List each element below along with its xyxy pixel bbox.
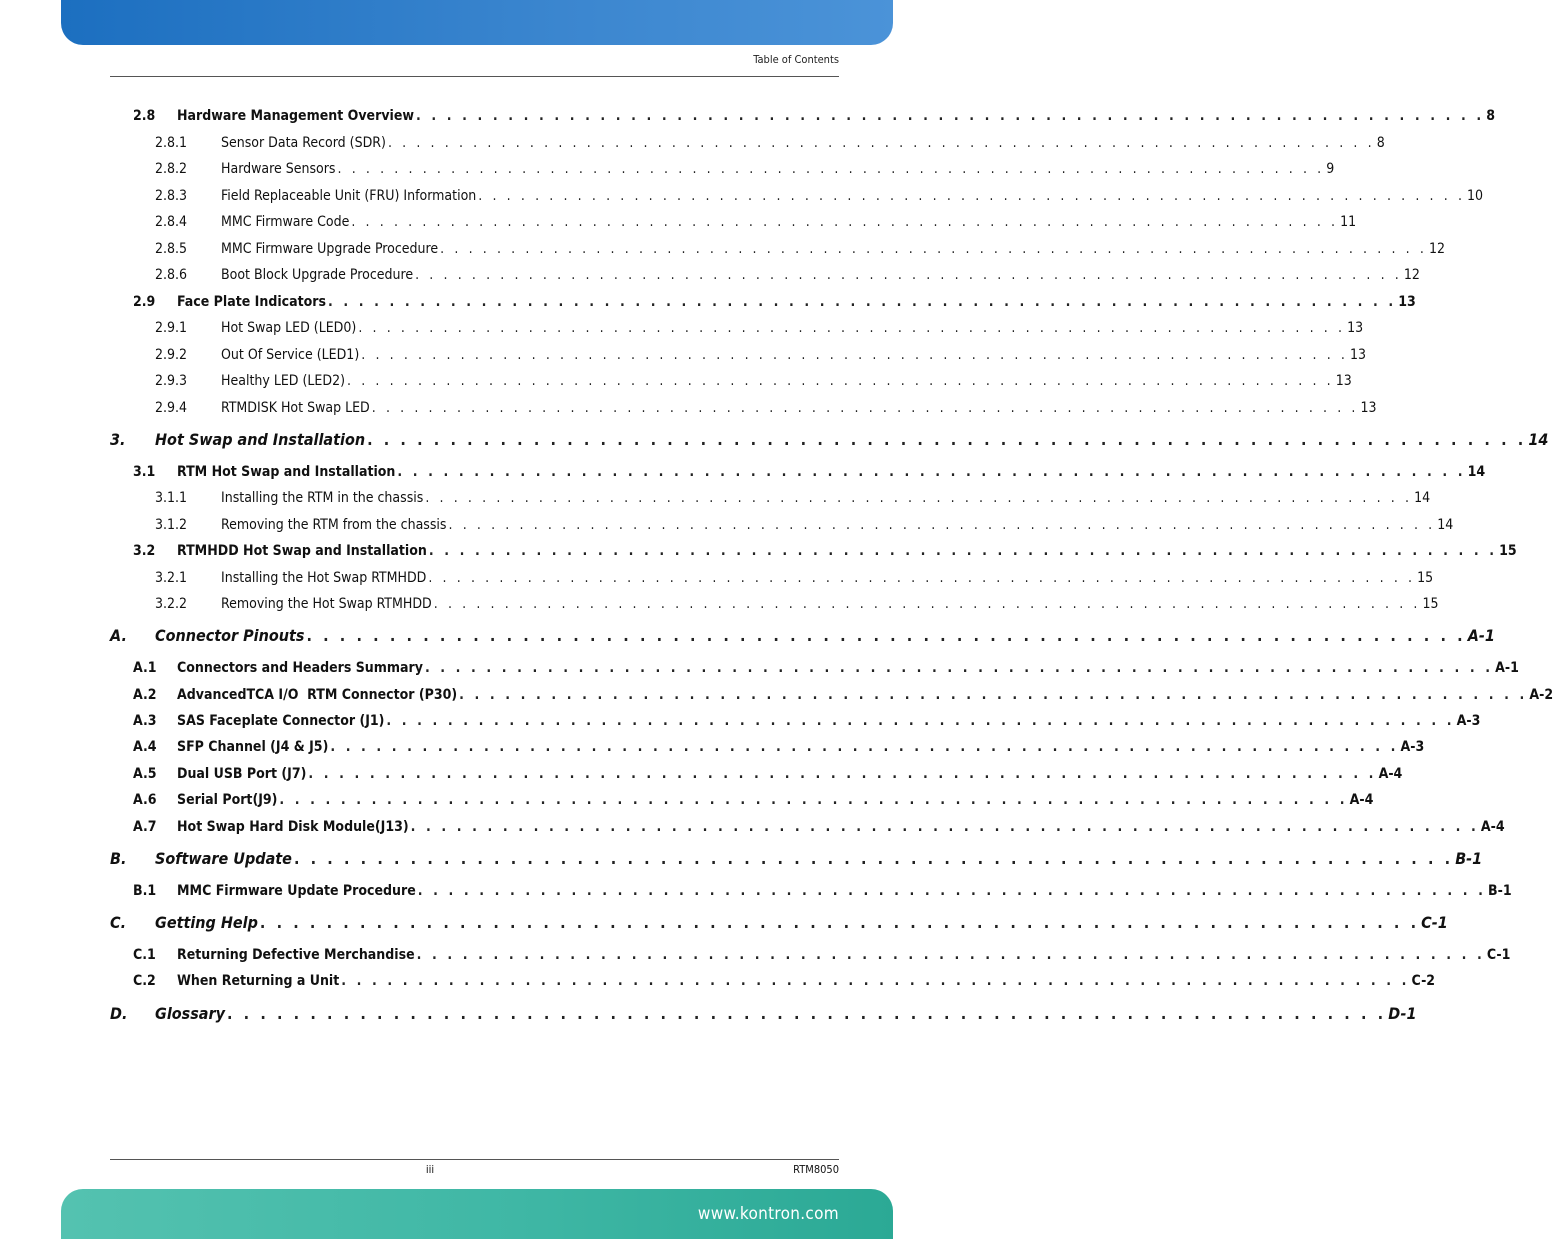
toc-title: Connector Pinouts [155,626,305,645]
toc-page: 13 [1347,320,1364,336]
toc-entry[interactable] [0,267,1420,287]
toc-leader: . . . . . . . . . . . . . . . . . . . . . . . . . . . . . . . . . . . . . . . . . . . . . . . . . . . . . . . . . . . . . . . . . . . . . . [293,849,1454,868]
toc-number: 2.9.1 [155,320,188,336]
footer-divider [110,1159,839,1160]
toc-entry[interactable] [0,947,1511,967]
toc-title: When Returning a Unit [177,973,340,989]
toc-number: A. [110,626,127,645]
toc-entry[interactable] [0,373,1352,393]
toc-chapter[interactable] [0,1004,1417,1024]
toc-chapter[interactable] [0,430,1549,450]
toc-number: 2.9.4 [155,400,188,416]
toc-number: 2.8.5 [155,241,188,257]
toc-title: Connectors and Headers Summary [177,660,423,676]
toc-entry[interactable] [0,973,1436,993]
toc-entry[interactable] [0,214,1357,234]
toc-title: SFP Channel (J4 & J5) [177,739,329,755]
toc-title: Getting Help [155,913,258,932]
running-header: Table of Contents [753,53,839,66]
toc-title: Out Of Service (LED1) [221,347,360,363]
toc-leader: . . . . . . . . . . . . . . . . . . . . . . . . . . . . . . . . . . . . . . . . . . . . . . . . . . . . . . . . . . . . . . . . . . . . . . [410,819,1479,835]
toc-title: Installing the Hot Swap RTMHDD [221,570,427,586]
toc-title: RTMDISK Hot Swap LED [221,400,370,416]
toc-number: B. [110,849,127,868]
toc-entry[interactable] [0,570,1434,590]
toc-leader: . . . . . . . . . . . . . . . . . . . . . . . . . . . . . . . . . . . . . . . . . . . . . . . . . . . . . . . . . . . . . . . . . . . . . . [415,267,1402,283]
toc-title: MMC Firmware Update Procedure [177,883,416,899]
toc-entry[interactable] [0,161,1335,181]
toc-title: Hot Swap and Installation [155,430,366,449]
toc-leader: . . . . . . . . . . . . . . . . . . . . . . . . . . . . . . . . . . . . . . . . . . . . . . . . . . . . . . . . . . . . . . . . . . . . . . [428,543,1498,559]
toc-page: A-3 [1400,739,1425,755]
toc-page: 15 [1417,570,1434,586]
toc-entry[interactable] [0,400,1377,420]
toc-number: A.2 [133,687,157,703]
toc-title: SAS Faceplate Connector (J1) [177,713,385,729]
toc-leader: . . . . . . . . . . . . . . . . . . . . . . . . . . . . . . . . . . . . . . . . . . . . . . . . . . . . . . . . . . . . . . . . . . . . . . [397,464,1466,480]
toc-leader: . . . . . . . . . . . . . . . . . . . . . . . . . . . . . . . . . . . . . . . . . . . . . . . . . . . . . . . . . . . . . . . . . . . . . . [351,214,1339,230]
toc-number: 2.8.4 [155,214,188,230]
toc-page: A-2 [1529,687,1553,703]
toc-number: 2.8 [133,108,156,124]
toc-leader: . . . . . . . . . . . . . . . . . . . . . . . . . . . . . . . . . . . . . . . . . . . . . . . . . . . . . . . . . . . . . . . . . . . . . . [259,913,1420,932]
toc-page: C-1 [1421,913,1448,932]
toc-page: B-1 [1455,849,1483,868]
toc-number: 3.1.1 [155,490,188,506]
toc-number: 3.1.2 [155,517,188,533]
toc-page: A-4 [1349,792,1374,808]
toc-chapter[interactable] [0,626,1495,646]
toc-title: Face Plate Indicators [177,294,326,310]
toc-number: A.1 [133,660,157,676]
toc-number: 3. [110,430,126,449]
toc-number: 3.1 [133,464,156,480]
toc-title: Hot Swap Hard Disk Module(J13) [177,819,409,835]
toc-leader: . . . . . . . . . . . . . . . . . . . . . . . . . . . . . . . . . . . . . . . . . . . . . . . . . . . . . . . . . . . . . . . . . . . . . . [433,596,1421,612]
toc-leader: . . . . . . . . . . . . . . . . . . . . . . . . . . . . . . . . . . . . . . . . . . . . . . . . . . . . . . . . . . . . . . . . . . . . . . [478,188,1466,204]
toc-leader: . . . . . . . . . . . . . . . . . . . . . . . . . . . . . . . . . . . . . . . . . . . . . . . . . . . . . . . . . . . . . . . . . . . . . . [367,430,1527,449]
toc-leader: . . . . . . . . . . . . . . . . . . . . . . . . . . . . . . . . . . . . . . . . . . . . . . . . . . . . . . . . . . . . . . . . . . . . . . [341,973,1410,989]
toc-page: 14 [1437,517,1454,533]
toc-title: Software Update [155,849,292,868]
toc-leader: . . . . . . . . . . . . . . . . . . . . . . . . . . . . . . . . . . . . . . . . . . . . . . . . . . . . . . . . . . . . . . . . . . . . . . [308,766,1377,782]
toc-page: 13 [1360,400,1377,416]
toc-leader: . . . . . . . . . . . . . . . . . . . . . . . . . . . . . . . . . . . . . . . . . . . . . . . . . . . . . . . . . . . . . . . . . . . . . . [371,400,1359,416]
toc-page: 15 [1499,543,1517,559]
header-divider [110,76,839,77]
toc-entry[interactable] [0,543,1517,563]
toc-title: MMC Firmware Code [221,214,350,230]
toc-title: Removing the Hot Swap RTMHDD [221,596,432,612]
toc-entry[interactable] [0,660,1519,680]
toc-number: 2.9.2 [155,347,188,363]
toc-title: MMC Firmware Upgrade Procedure [221,241,439,257]
toc-number: 2.8.2 [155,161,188,177]
toc-leader: . . . . . . . . . . . . . . . . . . . . . . . . . . . . . . . . . . . . . . . . . . . . . . . . . . . . . . . . . . . . . . . . . . . . . . [428,570,1416,586]
toc-title: Serial Port(J9) [177,792,278,808]
toc-page: 9 [1326,161,1335,177]
toc-page: 14 [1528,430,1549,449]
footer-banner [61,1189,893,1239]
toc-number: A.6 [133,792,157,808]
toc-page: 13 [1398,294,1416,310]
toc-leader: . . . . . . . . . . . . . . . . . . . . . . . . . . . . . . . . . . . . . . . . . . . . . . . . . . . . . . . . . . . . . . . . . . . . . . [459,687,1528,703]
toc-title: Hardware Sensors [221,161,336,177]
toc-chapter[interactable] [0,849,1483,869]
toc-page: 15 [1422,596,1439,612]
toc-entry[interactable] [0,517,1454,537]
toc-number: A.3 [133,713,157,729]
toc-leader: . . . . . . . . . . . . . . . . . . . . . . . . . . . . . . . . . . . . . . . . . . . . . . . . . . . . . . . . . . . . . . . . . . . . . . [424,660,1494,676]
website-link[interactable]: www.kontron.com [697,1204,839,1224]
toc-page: 11 [1340,214,1357,230]
toc-leader: . . . . . . . . . . . . . . . . . . . . . . . . . . . . . . . . . . . . . . . . . . . . . . . . . . . . . . . . . . . . . . . . . . . . . . [387,135,1375,151]
toc-entry[interactable] [0,739,1425,759]
header-banner [61,0,893,45]
toc-leader: . . . . . . . . . . . . . . . . . . . . . . . . . . . . . . . . . . . . . . . . . . . . . . . . . . . . . . . . . . . . . . . . . . . . . . [306,626,1466,645]
toc-page: 12 [1403,267,1420,283]
toc-entry[interactable] [0,687,1553,707]
toc-number: 2.9 [133,294,156,310]
toc-page: 8 [1486,108,1496,124]
toc-page: A-3 [1456,713,1481,729]
toc-title: Returning Defective Merchandise [177,947,415,963]
toc-title: Sensor Data Record (SDR) [221,135,386,151]
toc-leader: . . . . . . . . . . . . . . . . . . . . . . . . . . . . . . . . . . . . . . . . . . . . . . . . . . . . . . . . . . . . . . . . . . . . . . [417,883,1487,899]
toc-chapter[interactable] [0,913,1448,933]
toc-title: Installing the RTM in the chassis [221,490,424,506]
toc-page: 8 [1376,135,1385,151]
toc-leader: . . . . . . . . . . . . . . . . . . . . . . . . . . . . . . . . . . . . . . . . . . . . . . . . . . . . . . . . . . . . . . . . . . . . . . [386,713,1455,729]
page-number: iii [425,1163,435,1176]
toc-number: A.4 [133,739,157,755]
toc-number: 2.8.6 [155,267,188,283]
toc-leader: . . . . . . . . . . . . . . . . . . . . . . . . . . . . . . . . . . . . . . . . . . . . . . . . . . . . . . . . . . . . . . . . . . . . . . [226,1004,1387,1023]
toc-number: 3.2.2 [155,596,188,612]
toc-page: 14 [1414,490,1431,506]
toc-page: 12 [1428,241,1445,257]
toc-number: 3.2.1 [155,570,188,586]
toc-number: A.7 [133,819,157,835]
toc-page: D-1 [1388,1004,1417,1023]
toc-title: Removing the RTM from the chassis [221,517,447,533]
toc-page: B-1 [1488,883,1512,899]
toc-leader: . . . . . . . . . . . . . . . . . . . . . . . . . . . . . . . . . . . . . . . . . . . . . . . . . . . . . . . . . . . . . . . . . . . . . . [448,517,1436,533]
toc-number: 3.2 [133,543,156,559]
toc-leader: . . . . . . . . . . . . . . . . . . . . . . . . . . . . . . . . . . . . . . . . . . . . . . . . . . . . . . . . . . . . . . . . . . . . . . [279,792,1348,808]
toc-leader: . . . . . . . . . . . . . . . . . . . . . . . . . . . . . . . . . . . . . . . . . . . . . . . . . . . . . . . . . . . . . . . . . . . . . . [425,490,1413,506]
toc-number: C.1 [133,947,156,963]
toc-entry[interactable] [0,596,1439,616]
toc-number: C. [110,913,127,932]
document-name: RTM8050 [793,1163,839,1176]
toc-title: RTM Hot Swap and Installation [177,464,396,480]
toc-leader: . . . . . . . . . . . . . . . . . . . . . . . . . . . . . . . . . . . . . . . . . . . . . . . . . . . . . . . . . . . . . . . . . . . . . . [361,347,1349,363]
toc-number: B.1 [133,883,157,899]
toc-entry[interactable] [0,490,1431,510]
toc-page: 14 [1467,464,1486,480]
toc-leader: . . . . . . . . . . . . . . . . . . . . . . . . . . . . . . . . . . . . . . . . . . . . . . . . . . . . . . . . . . . . . . . . . . . . . . [328,294,1397,310]
toc-entry[interactable] [0,347,1367,367]
toc-title: Hot Swap LED (LED0) [221,320,357,336]
toc-entry[interactable] [0,241,1445,261]
toc-title: Hardware Management Overview [177,108,415,124]
toc-entry[interactable] [0,320,1364,340]
toc-page: A-1 [1495,660,1519,676]
toc-entry[interactable] [0,188,1484,208]
toc-entry[interactable] [0,108,1496,128]
toc-entry[interactable] [0,766,1403,786]
toc-entry[interactable] [0,883,1512,903]
toc-entry[interactable] [0,294,1416,314]
toc-entry[interactable] [0,792,1374,812]
toc-page: 13 [1335,373,1352,389]
toc-title: Glossary [155,1004,225,1023]
toc-title: Healthy LED (LED2) [221,373,345,389]
toc-title: RTMHDD Hot Swap and Installation [177,543,427,559]
toc-title: Boot Block Upgrade Procedure [221,267,414,283]
toc-entry[interactable] [0,713,1481,733]
toc-number: 2.9.3 [155,373,188,389]
toc-page: A-4 [1480,819,1505,835]
toc-number: A.5 [133,766,157,782]
toc-leader: . . . . . . . . . . . . . . . . . . . . . . . . . . . . . . . . . . . . . . . . . . . . . . . . . . . . . . . . . . . . . . . . . . . . . . [416,108,1485,124]
toc-number: C.2 [133,973,156,989]
toc-leader: . . . . . . . . . . . . . . . . . . . . . . . . . . . . . . . . . . . . . . . . . . . . . . . . . . . . . . . . . . . . . . . . . . . . . . [358,320,1346,336]
toc-number: 2.8.3 [155,188,188,204]
toc-page: 10 [1467,188,1484,204]
toc-leader: . . . . . . . . . . . . . . . . . . . . . . . . . . . . . . . . . . . . . . . . . . . . . . . . . . . . . . . . . . . . . . . . . . . . . . [416,947,1485,963]
toc-number: D. [110,1004,128,1023]
toc-title: Field Replaceable Unit (FRU) Information [221,188,477,204]
toc-title: Dual USB Port (J7) [177,766,307,782]
toc-entry[interactable] [0,135,1385,155]
toc-title: AdvancedTCA I/O RTM Connector (P30) [177,687,458,703]
toc-leader: . . . . . . . . . . . . . . . . . . . . . . . . . . . . . . . . . . . . . . . . . . . . . . . . . . . . . . . . . . . . . . . . . . . . . . [337,161,1325,177]
toc-page: A-4 [1378,766,1403,782]
toc-leader: . . . . . . . . . . . . . . . . . . . . . . . . . . . . . . . . . . . . . . . . . . . . . . . . . . . . . . . . . . . . . . . . . . . . . . [347,373,1334,389]
toc-page: C-1 [1486,947,1511,963]
toc-page: A-1 [1467,626,1495,645]
toc-leader: . . . . . . . . . . . . . . . . . . . . . . . . . . . . . . . . . . . . . . . . . . . . . . . . . . . . . . . . . . . . . . . . . . . . . . [330,739,1399,755]
toc-page: C-2 [1411,973,1436,989]
toc-number: 2.8.1 [155,135,188,151]
toc-leader: . . . . . . . . . . . . . . . . . . . . . . . . . . . . . . . . . . . . . . . . . . . . . . . . . . . . . . . . . . . . . . . . . . . . . . [440,241,1427,257]
toc-entry[interactable] [0,819,1505,839]
toc-page: 13 [1350,347,1367,363]
toc-entry[interactable] [0,464,1486,484]
